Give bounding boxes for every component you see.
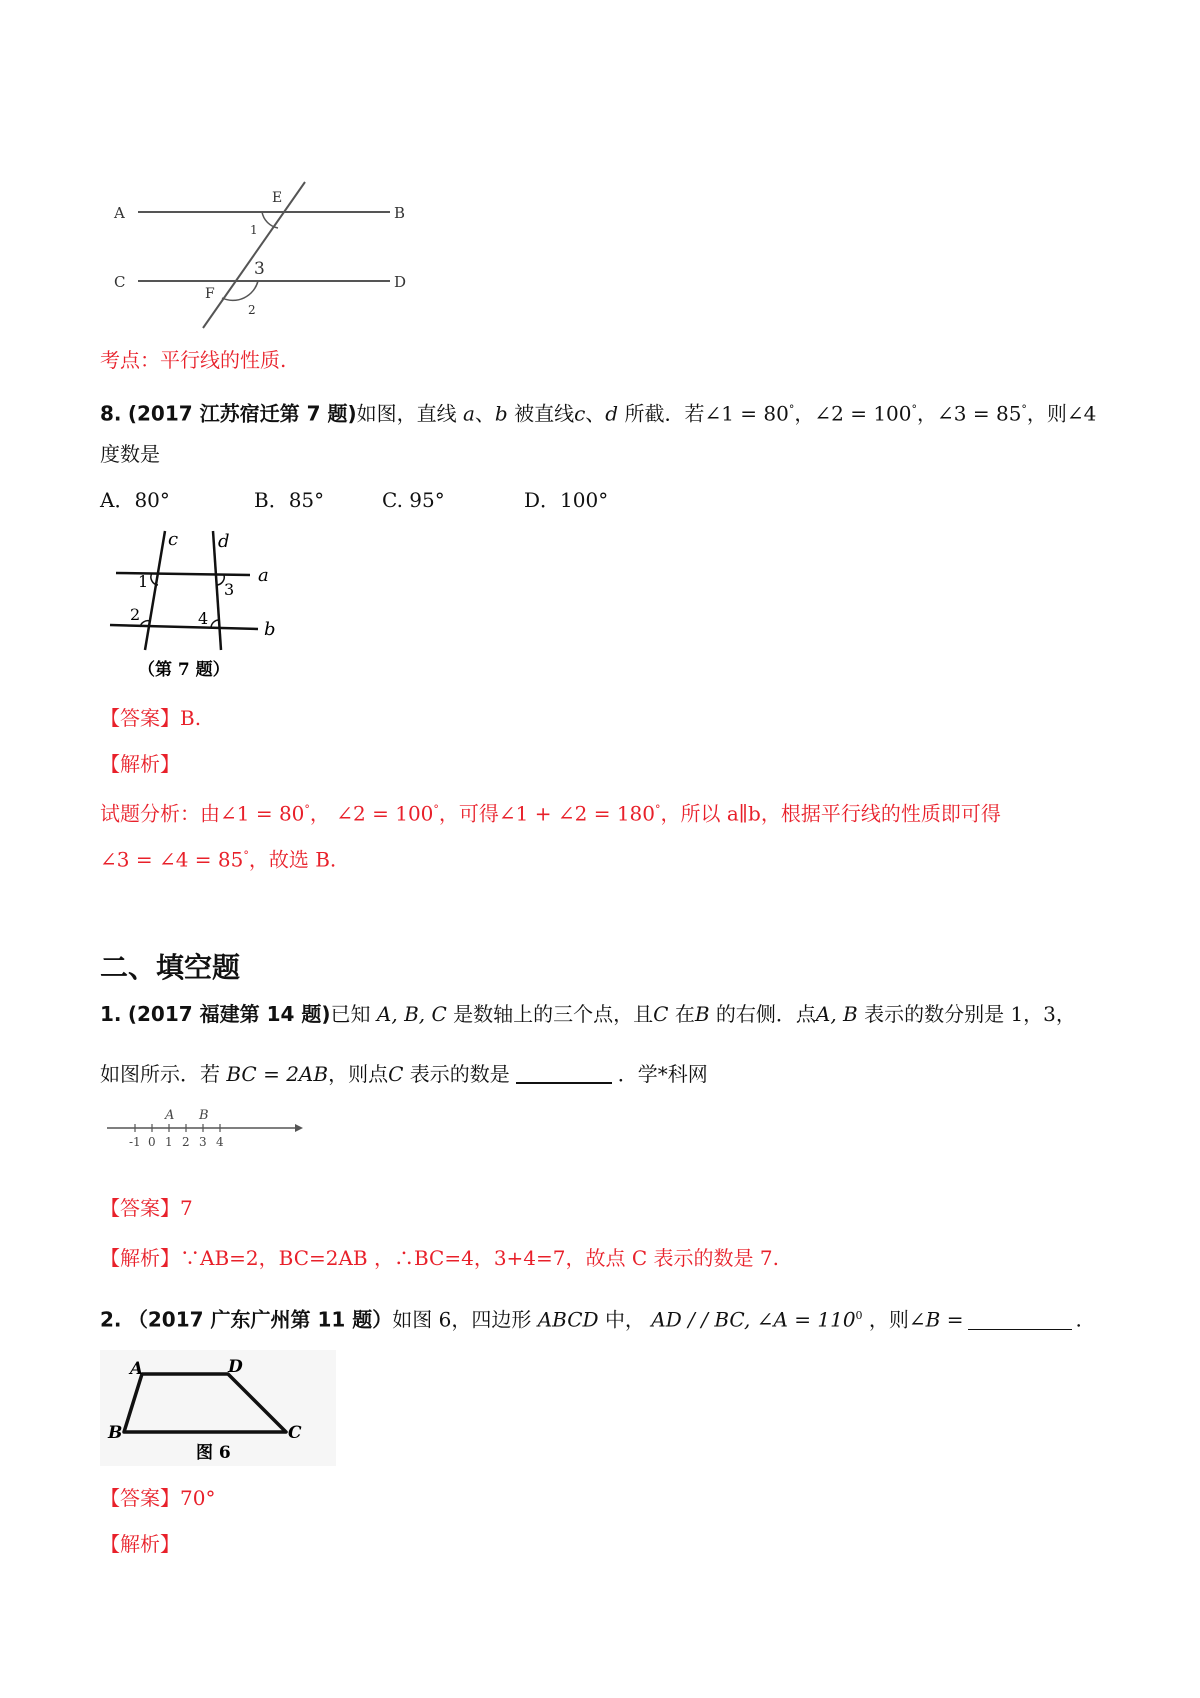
q8-analysis-1c: ，可得∠1 + ∠2 = 180	[438, 801, 655, 826]
q8-answer	[100, 704, 201, 732]
q8-var-a: a	[462, 401, 475, 426]
axis-arrow	[295, 1124, 303, 1132]
f1-stem-line2	[100, 1060, 708, 1088]
q8-stem-d: ，∠2 = 100	[794, 401, 912, 426]
tick-label-3: 3	[199, 1135, 207, 1149]
f2-stem-c: ，则∠	[868, 1307, 926, 1332]
q8-analysis-2a: ∠3 = ∠4 = 85	[100, 847, 244, 872]
q8-stem-a: 如图，直线	[356, 401, 457, 426]
q8-stem-line1	[100, 396, 1096, 428]
f1-line2-d: ．学*科网	[617, 1062, 708, 1086]
f2-answer-blank	[968, 1309, 1072, 1330]
f1-stem-a: 已知	[330, 1002, 371, 1026]
q8-var-c: c	[574, 401, 586, 426]
label-angle-1: 1	[250, 223, 258, 237]
vertex-c: C	[288, 1423, 302, 1443]
vertex-d: D	[228, 1357, 243, 1377]
q8-sep2: 、	[585, 401, 606, 426]
label-angle-3: 3	[254, 259, 265, 279]
q8-stem-f: ，则∠4	[1026, 401, 1097, 426]
q8-deg1: °	[788, 403, 795, 416]
label-f: F	[205, 286, 215, 302]
figure-parallel-lines-ef	[100, 170, 440, 340]
f2-source: （2017 广东广州第 11 题）	[127, 1307, 393, 1332]
label-d: D	[394, 273, 407, 291]
q8-var-b: b	[494, 401, 508, 426]
f1-points-abc: A, B, C	[376, 1002, 447, 1026]
q8-analysis-1a: 试题分析：由∠1 = 80	[100, 801, 305, 826]
f1-stem-line1	[100, 1000, 1076, 1028]
label-line-d: d	[218, 531, 230, 552]
tick-label-2: 2	[182, 1135, 190, 1149]
f1-points-ab: A, B	[815, 1002, 858, 1026]
label-e: E	[272, 190, 283, 206]
f2-stem	[100, 1302, 1082, 1334]
f2-quad-name: ABCD	[537, 1307, 599, 1332]
q8-choices	[100, 486, 660, 514]
f2-condition: AD / / BC, ∠A = 110	[651, 1307, 856, 1332]
tick-label-4: 4	[216, 1135, 224, 1149]
q8-analysis-deg1: °	[304, 803, 310, 816]
f2-answer-value: 70°	[180, 1486, 216, 1510]
f1-analysis	[100, 1244, 779, 1272]
f1-number: 1.	[100, 1002, 122, 1026]
q8-stem-line2: 度数是	[100, 442, 160, 466]
point-b-label: B	[199, 1108, 209, 1123]
f1-stem-c: 在	[674, 1002, 695, 1026]
kaodian-note: 考点：平行线的性质.	[100, 348, 287, 372]
q8-analysis-deg2: °	[433, 803, 439, 816]
f2-sup-0: 0	[855, 1309, 863, 1322]
q8-analysis-line1	[100, 796, 1001, 828]
angle-2-arc	[222, 281, 258, 300]
vertex-b: B	[108, 1423, 123, 1443]
f2-stem-b: 中，	[604, 1307, 645, 1332]
f1-answer-tag: 【答案】	[100, 1196, 180, 1220]
f2-stem-a: 如图 6，四边形	[392, 1307, 532, 1332]
figure-6-trapezoid	[100, 1350, 340, 1468]
f1-point-c-2: C	[388, 1062, 404, 1086]
tick-label-m1: -1	[129, 1135, 141, 1149]
label-a: A	[114, 204, 125, 222]
label-angle-4: 4	[198, 609, 209, 628]
f1-source: (2017 福建第 14 题)	[127, 1002, 331, 1026]
label-angle-2: 2	[248, 303, 256, 317]
line-b	[110, 625, 258, 629]
f1-line2-a: 如图所示．若	[100, 1062, 220, 1086]
q8-analysis-1b: ， ∠2 = 100	[309, 801, 434, 826]
q8-choice-d: D．100°	[524, 488, 609, 512]
label-c: C	[114, 273, 126, 291]
label-angle-1: 1	[138, 572, 149, 591]
figure-number-line	[105, 1108, 305, 1160]
label-line-a: a	[258, 565, 269, 586]
q8-deg2: °	[911, 403, 918, 416]
figure-6-caption: 图 6	[196, 1443, 231, 1463]
f2-number: 2.	[100, 1307, 122, 1332]
q8-analysis-2b: ，故选 B.	[248, 847, 337, 872]
q8-choice-b: B．85°	[254, 488, 325, 512]
f1-answer-value: 7	[180, 1196, 193, 1220]
f2-angle-b: B	[925, 1307, 941, 1332]
point-a-label: A	[165, 1108, 175, 1123]
f1-point-c: C	[653, 1002, 669, 1026]
f1-answer-blank	[516, 1062, 612, 1084]
f2-answer	[100, 1484, 215, 1512]
figure-caption: （第 7 题）	[138, 660, 230, 680]
q8-answer-tag: 【答案】	[100, 706, 180, 730]
q8-analysis-tag: 【解析】	[100, 752, 180, 776]
label-angle-3: 3	[224, 580, 235, 599]
f2-analysis-tag: 【解析】	[100, 1532, 180, 1556]
f1-analysis-tag: 【解析】	[100, 1246, 180, 1270]
label-line-b: b	[264, 619, 276, 640]
q8-analysis-line2	[100, 842, 336, 874]
q8-stem-b: 被直线	[514, 401, 575, 426]
section-heading: 二、填空题	[100, 951, 241, 984]
q8-choice-a: A．80°	[100, 488, 170, 512]
f2-stem-d: =	[940, 1307, 964, 1332]
tick-label-1: 1	[165, 1135, 173, 1149]
f1-analysis-text: ∵AB=2，BC=2AB ，∴BC=4，3+4=7，故点 C 表示的数是 7.	[180, 1246, 779, 1270]
f1-stem-b: 是数轴上的三个点，且	[453, 1002, 654, 1026]
q8-answer-value: B.	[180, 706, 202, 730]
f1-stem-e: 表示的数分别是 1，3，	[864, 1002, 1076, 1026]
f1-stem-d: 的右侧．点	[715, 1002, 816, 1026]
f2-answer-tag: 【答案】	[100, 1486, 180, 1510]
q8-sep1: 、	[474, 401, 495, 426]
f1-line2-c: 表示的数是	[409, 1062, 510, 1086]
f1-answer	[100, 1194, 193, 1222]
f2-stem-e: .	[1075, 1307, 1082, 1332]
q8-deg3: °	[1021, 403, 1027, 416]
tick-label-0: 0	[148, 1135, 156, 1149]
q8-number: 8.	[100, 401, 122, 426]
label-b: B	[394, 204, 406, 222]
q8-stem-c: 所截．若∠1 = 80	[624, 401, 789, 426]
q8-choice-c: C. 95°	[382, 488, 445, 512]
figure-q8	[100, 525, 300, 690]
f1-line2-b: ，则点	[328, 1062, 389, 1086]
q8-var-d: d	[605, 401, 619, 426]
q8-stem-e: ，∠3 = 85	[917, 401, 1022, 426]
q8-analysis-deg3: °	[655, 803, 661, 816]
q8-analysis-deg4: °	[243, 849, 249, 862]
label-line-c: c	[168, 529, 179, 550]
q8-analysis-1d: ，所以 a∥b，根据平行线的性质即可得	[660, 801, 1001, 826]
f1-equation: BC = 2AB	[226, 1062, 329, 1086]
line-a	[116, 573, 250, 575]
f1-point-b: B	[694, 1002, 710, 1026]
label-angle-2: 2	[130, 605, 141, 624]
q8-source: (2017 江苏宿迁第 7 题)	[127, 401, 357, 426]
vertex-a: A	[130, 1359, 144, 1379]
